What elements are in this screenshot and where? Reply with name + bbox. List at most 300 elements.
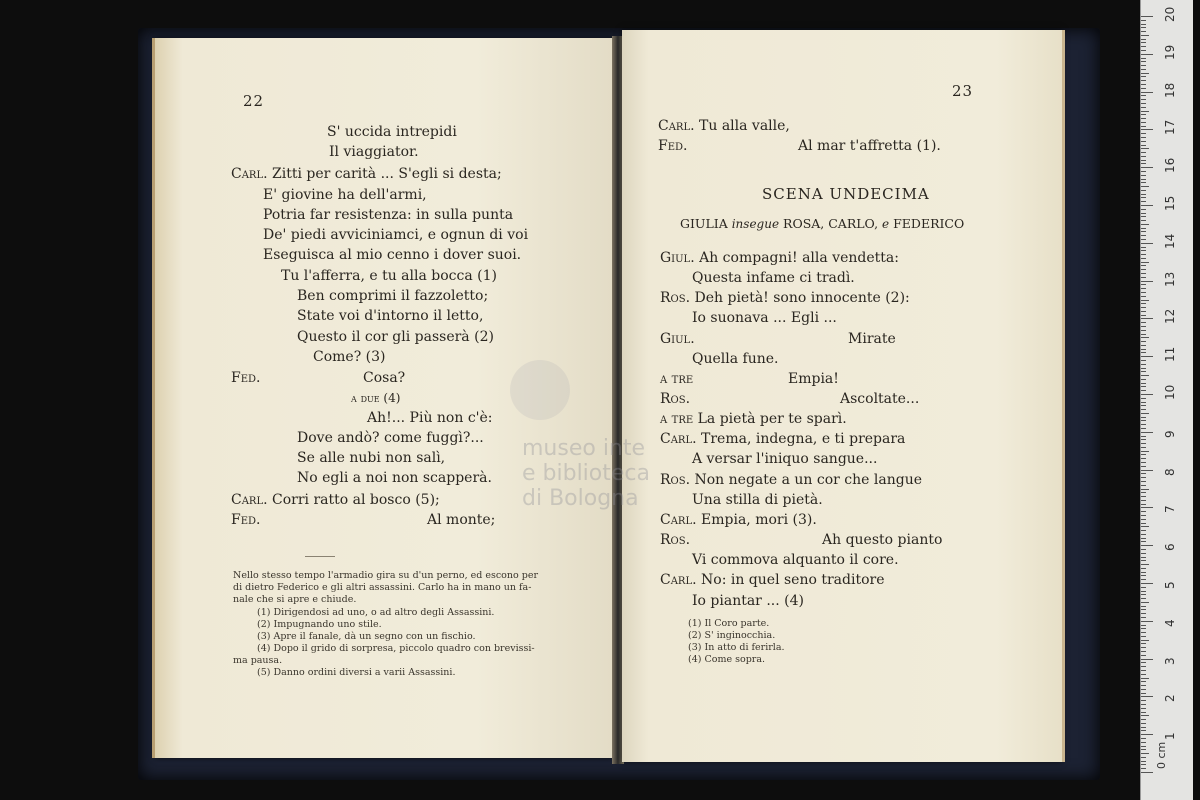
- ruler-tick: [1141, 31, 1146, 32]
- ruler-tick: [1141, 186, 1149, 187]
- footnote: (3) Apre il fanale, dà un segno con un fischio.: [257, 631, 476, 642]
- ruler-tick: [1141, 107, 1146, 108]
- ruler-label: 19: [1163, 44, 1177, 60]
- ruler-tick: [1141, 659, 1153, 660]
- ruler-tick: [1141, 122, 1146, 123]
- ruler-tick: [1141, 670, 1146, 671]
- ruler-tick: [1141, 92, 1153, 93]
- ruler-tick: [1141, 564, 1149, 565]
- ruler-tick: [1141, 364, 1146, 365]
- verse-line: Carl. Zitti per carità ... S'egli si desta;: [231, 166, 502, 182]
- ruler-tick: [1141, 647, 1146, 648]
- ruler-tick: [1141, 27, 1146, 28]
- ruler-tick: [1141, 360, 1146, 361]
- ruler-tick: [1141, 133, 1146, 134]
- ruler-tick: [1141, 591, 1146, 592]
- ruler-tick: [1141, 337, 1149, 338]
- ruler-tick: [1141, 167, 1153, 168]
- ruler-tick: [1141, 390, 1146, 391]
- verse-line: Dove andò? come fuggì?...: [297, 430, 484, 446]
- stage-direction: di dietro Federico e gli altri assassini. Carlo ha in mano un fa-: [233, 582, 532, 593]
- ruler-tick: [1141, 621, 1153, 622]
- ruler-tick: [1141, 156, 1146, 157]
- ruler-tick: [1141, 137, 1146, 138]
- verse-line: Ah!... Più non c'è:: [367, 410, 493, 426]
- ruler-tick: [1141, 700, 1146, 701]
- page-number: 23: [952, 82, 974, 100]
- ruler-tick: [1141, 334, 1146, 335]
- ruler-tick: [1141, 50, 1146, 51]
- ruler-tick: [1141, 447, 1146, 448]
- verse-line: Ah questo pianto: [822, 532, 943, 548]
- footnote: (3) In atto di ferirla.: [688, 642, 785, 653]
- verse-line: Mirate: [848, 331, 896, 347]
- ruler-label: 16: [1163, 157, 1177, 174]
- scene-title: SCENA UNDECIMA: [762, 185, 930, 203]
- speaker-label: Fed.: [658, 138, 688, 154]
- verse-line: A versar l'iniquo sangue...: [692, 451, 878, 467]
- ruler-tick: [1141, 345, 1146, 346]
- ruler-tick: [1141, 243, 1153, 244]
- right-page: [622, 30, 1062, 762]
- ruler-tick: [1141, 704, 1146, 705]
- ruler-tick: [1141, 35, 1149, 36]
- verse-line: Carl. Empia, mori (3).: [660, 512, 817, 528]
- ruler-tick: [1141, 606, 1146, 607]
- ruler-tick: [1141, 749, 1146, 750]
- ruler-tick: [1141, 632, 1146, 633]
- ruler-tick: [1141, 39, 1146, 40]
- verse-line: Al monte;: [427, 512, 496, 528]
- speaker-label: Carl.: [660, 512, 697, 528]
- ruler-label: 9: [1163, 430, 1177, 438]
- ruler-tick: [1141, 61, 1146, 62]
- verse-line: Se alle nubi non salì,: [297, 450, 446, 466]
- ruler-tick: [1141, 330, 1146, 331]
- ruler-tick: [1141, 69, 1146, 70]
- ruler-tick: [1141, 20, 1146, 21]
- ruler-tick: [1141, 326, 1146, 327]
- ruler-tick: [1141, 609, 1146, 610]
- ruler-tick: [1141, 738, 1146, 739]
- ruler-label: 5: [1163, 581, 1177, 589]
- ruler-tick: [1141, 515, 1146, 516]
- speaker-label: Carl.: [660, 572, 697, 588]
- verse-line: Ben comprimi il fazzoletto;: [297, 288, 489, 304]
- ruler-tick: [1141, 761, 1146, 762]
- speaker-label: a tre: [660, 411, 694, 427]
- ruler-tick: [1141, 420, 1146, 421]
- ruler-tick: [1141, 678, 1149, 679]
- footnote: (5) Danno ordini diversi a varii Assassini.: [257, 667, 456, 678]
- ruler-tick: [1141, 643, 1146, 644]
- ruler-tick: [1141, 681, 1146, 682]
- ruler-tick: [1141, 583, 1153, 584]
- ruler-tick: [1141, 99, 1146, 100]
- verse-line: Empia!: [788, 371, 839, 387]
- ruler-label: 14: [1163, 233, 1177, 249]
- verse-line: Potria far resistenza: in sulla punta: [263, 207, 514, 223]
- verse-line: a due (4): [351, 391, 401, 405]
- footnote: (4) Come sopra.: [688, 654, 766, 665]
- ruler-tick: [1141, 145, 1146, 146]
- ruler-tick: [1141, 352, 1146, 353]
- ruler-tick: [1141, 553, 1146, 554]
- ruler-tick: [1141, 322, 1146, 323]
- ruler-tick: [1141, 76, 1146, 77]
- ruler-tick: [1141, 439, 1146, 440]
- ruler-tick: [1141, 111, 1149, 112]
- verse-line: S' uccida intrepidi: [327, 124, 457, 140]
- ruler-tick: [1141, 129, 1153, 130]
- ruler-tick: [1141, 662, 1146, 663]
- ruler-tick: [1141, 409, 1146, 410]
- ruler-label: 2: [1163, 694, 1177, 703]
- ruler-label: 11: [1163, 346, 1177, 363]
- ruler-tick: [1141, 734, 1153, 735]
- ruler-tick: [1141, 481, 1146, 482]
- ruler-tick: [1141, 625, 1146, 626]
- ruler-tick: [1141, 292, 1146, 293]
- ruler-label: 20: [1163, 6, 1177, 22]
- ruler-tick: [1141, 277, 1146, 278]
- ruler-tick: [1141, 262, 1149, 263]
- verse-line: Eseguisca al mio cenno i dover suoi.: [263, 247, 522, 263]
- ruler-tick: [1141, 730, 1146, 731]
- ruler-tick: [1141, 489, 1149, 490]
- ruler-label: 8: [1163, 467, 1177, 476]
- speaker-label: Fed.: [231, 512, 261, 528]
- ruler-tick: [1141, 511, 1146, 512]
- verse-line: State voi d'intorno il letto,: [297, 308, 484, 324]
- speaker-label: Giul.: [660, 250, 695, 266]
- ruler-tick: [1141, 666, 1146, 667]
- ruler-tick: [1141, 405, 1146, 406]
- ruler-tick: [1141, 300, 1149, 301]
- ruler-tick: [1141, 148, 1149, 149]
- ruler-tick: [1141, 560, 1146, 561]
- ruler-tick: [1141, 579, 1146, 580]
- verse-line: Io suonava ... Egli ...: [692, 310, 837, 326]
- ruler-tick: [1141, 126, 1146, 127]
- footnote: (4) Dopo il grido di sorpresa, piccolo quadro con brevissi-: [257, 643, 535, 654]
- ruler-tick: [1141, 477, 1146, 478]
- ruler-tick: [1141, 492, 1146, 493]
- ruler-tick: [1141, 307, 1146, 308]
- ruler-tick: [1141, 772, 1153, 773]
- ruler-tick: [1141, 383, 1146, 384]
- ruler-tick: [1141, 768, 1146, 769]
- ruler-tick: [1141, 371, 1146, 372]
- verse-line: Ascoltate...: [840, 391, 920, 407]
- speaker-label: Ros.: [660, 472, 691, 488]
- ruler-tick: [1141, 24, 1146, 25]
- ruler-tick: [1141, 209, 1146, 210]
- verse-line: Come? (3): [313, 349, 386, 365]
- verse-line: Carl. Trema, indegna, e ti prepara: [660, 431, 906, 447]
- ruler-tick: [1141, 696, 1153, 697]
- ruler-tick: [1141, 541, 1146, 542]
- ruler-tick: [1141, 470, 1153, 471]
- ruler-tick: [1141, 179, 1146, 180]
- ruler-tick: [1141, 526, 1149, 527]
- ruler-tick: [1141, 500, 1146, 501]
- ruler-tick: [1141, 530, 1146, 531]
- ruler-label: 17: [1163, 120, 1177, 136]
- ruler-tick: [1141, 496, 1146, 497]
- verse-line: Cosa?: [363, 370, 406, 386]
- ruler-tick: [1141, 213, 1146, 214]
- ruler-tick: [1141, 727, 1146, 728]
- ruler-label: 15: [1163, 195, 1177, 211]
- watermark: museo inte e biblioteca di Bologna: [522, 436, 650, 511]
- ruler-label: 10: [1163, 384, 1177, 400]
- footnote: (1) Dirigendosi ad uno, o ad altro degli Assassini.: [257, 607, 495, 618]
- ruler-tick: [1141, 640, 1149, 641]
- watermark-logo: [510, 360, 570, 420]
- ruler-label: 4: [1163, 619, 1177, 627]
- scene-cast: GIULIA insegue ROSA, CARLO, e FEDERICO: [680, 216, 965, 231]
- ruler-tick: [1141, 712, 1146, 713]
- stage-direction: Nello stesso tempo l'armadio gira su d'un perno, ed escono per: [233, 570, 539, 581]
- ruler-tick: [1141, 311, 1146, 312]
- ruler-tick: [1141, 103, 1146, 104]
- ruler-tick: [1141, 507, 1153, 508]
- speaker-label: Ros.: [660, 391, 691, 407]
- ruler-tick: [1141, 394, 1153, 395]
- ruler-tick: [1141, 375, 1149, 376]
- ruler-tick: [1141, 557, 1146, 558]
- speaker-label: Carl.: [231, 492, 268, 508]
- ruler-tick: [1141, 201, 1146, 202]
- verse-line: Ros. Deh pietà! sono innocente (2):: [660, 290, 910, 306]
- ruler-tick: [1141, 386, 1146, 387]
- ruler-tick: [1141, 235, 1146, 236]
- ruler-tick: [1141, 523, 1146, 524]
- ruler-tick: [1141, 617, 1146, 618]
- ruler-tick: [1141, 723, 1146, 724]
- ruler-tick: [1141, 417, 1146, 418]
- speaker-label: Carl.: [660, 431, 697, 447]
- ruler-tick: [1141, 538, 1146, 539]
- ruler-tick: [1141, 114, 1146, 115]
- ruler-tick: [1141, 689, 1146, 690]
- ruler-tick: [1141, 281, 1153, 282]
- ruler-tick: [1141, 254, 1146, 255]
- ruler-tick: [1141, 54, 1153, 55]
- speaker-label: Carl.: [231, 166, 268, 182]
- ruler-tick: [1141, 534, 1146, 535]
- ruler-tick: [1141, 568, 1146, 569]
- ruler-tick: [1141, 356, 1153, 357]
- ruler-tick: [1141, 160, 1146, 161]
- ruler-label: 6: [1163, 543, 1177, 552]
- ruler-tick: [1141, 651, 1146, 652]
- ruler-label: 13: [1163, 271, 1177, 287]
- ruler-tick: [1141, 504, 1146, 505]
- ruler-tick: [1141, 708, 1146, 709]
- ruler-tick: [1141, 398, 1146, 399]
- ruler-tick: [1141, 84, 1146, 85]
- verse-line: [660, 389, 690, 409]
- ruler-tick: [1141, 175, 1146, 176]
- ruler-unit: 0 cm: [1155, 741, 1168, 769]
- ruler-label: 3: [1163, 656, 1177, 665]
- ruler-tick: [1141, 413, 1149, 414]
- ruler-tick: [1141, 141, 1146, 142]
- ruler-label: 7: [1163, 505, 1177, 514]
- ruler-tick: [1141, 228, 1146, 229]
- ruler-tick: [1141, 402, 1146, 403]
- ruler-tick: [1141, 194, 1146, 195]
- ruler-tick: [1141, 545, 1153, 546]
- ruler-tick: [1141, 575, 1146, 576]
- ruler-tick: [1141, 451, 1149, 452]
- ruler-tick: [1141, 764, 1146, 765]
- ruler-tick: [1141, 318, 1153, 319]
- verse-line: Quella fune.: [692, 351, 779, 367]
- ruler-tick: [1141, 636, 1146, 637]
- verse-line: Carl. Tu alla valle,: [658, 118, 790, 134]
- ruler-tick: [1141, 224, 1149, 225]
- verse-line: [231, 368, 260, 388]
- ruler-tick: [1141, 118, 1146, 119]
- ruler-tick: [1141, 220, 1146, 221]
- ruler-tick: [1141, 428, 1146, 429]
- verse-line: Carl. No: in quel seno traditore: [660, 572, 885, 588]
- ruler-tick: [1141, 693, 1146, 694]
- ruler-tick: [1141, 715, 1149, 716]
- ruler-label: 12: [1163, 309, 1177, 325]
- ruler-tick: [1141, 757, 1146, 758]
- ruler-tick: [1141, 598, 1146, 599]
- measurement-ruler: [1140, 0, 1193, 800]
- ruler-tick: [1141, 674, 1146, 675]
- verse-line: Questo il cor gli passerà (2): [297, 329, 494, 345]
- ruler-tick: [1141, 602, 1149, 603]
- ruler-tick: [1141, 163, 1146, 164]
- verse-line: Tu l'afferra, e tu alla bocca (1): [281, 268, 497, 284]
- ruler-tick: [1141, 341, 1146, 342]
- ruler-tick: [1141, 296, 1146, 297]
- ruler-tick: [1141, 454, 1146, 455]
- ruler-tick: [1141, 88, 1146, 89]
- ruler-label: 18: [1163, 82, 1177, 98]
- verse-line: No egli a noi non scapperà.: [297, 470, 492, 486]
- speaker-label: Ros.: [660, 532, 691, 548]
- verse-line: a tre La pietà per te sparì.: [660, 411, 847, 427]
- speaker-label: Fed.: [231, 370, 261, 386]
- speaker-label: a tre: [660, 371, 694, 387]
- speaker-label: Carl.: [658, 118, 695, 134]
- verse-line: Vi commova alquanto il core.: [692, 552, 899, 568]
- ruler-tick: [1141, 303, 1146, 304]
- ruler-tick: [1141, 58, 1146, 59]
- ruler-tick: [1141, 284, 1146, 285]
- ruler-tick: [1141, 443, 1146, 444]
- speaker-label: Giul.: [660, 331, 695, 347]
- ruler-tick: [1141, 719, 1146, 720]
- verse-line: De' piedi avviciniamci, e ognun di voi: [263, 227, 529, 243]
- verse-line: [660, 369, 693, 389]
- verse-line: [658, 136, 687, 156]
- verse-line: [660, 530, 690, 550]
- ruler-tick: [1141, 685, 1146, 686]
- ruler-tick: [1141, 197, 1146, 198]
- ruler-tick: [1141, 458, 1146, 459]
- ruler-tick: [1141, 152, 1146, 153]
- ruler-tick: [1141, 655, 1146, 656]
- ruler-tick: [1141, 368, 1146, 369]
- verse-line: Il viaggiator.: [329, 144, 419, 160]
- verse-line: Ros. Non negate a un cor che langue: [660, 472, 923, 488]
- footnote: ma pausa.: [233, 655, 283, 666]
- ruler-tick: [1141, 379, 1146, 380]
- ruler-tick: [1141, 742, 1146, 743]
- ruler-tick: [1141, 16, 1153, 17]
- verse-line: Io piantar ... (4): [692, 593, 804, 609]
- ruler-tick: [1141, 205, 1153, 206]
- verse-line: E' giovine ha dell'armi,: [263, 187, 427, 203]
- ruler-tick: [1141, 73, 1149, 74]
- verse-line: Carl. Corri ratto al bosco (5);: [231, 492, 440, 508]
- ruler-tick: [1141, 613, 1146, 614]
- ruler-tick: [1141, 273, 1146, 274]
- ruler-tick: [1141, 753, 1149, 754]
- ruler-tick: [1141, 247, 1146, 248]
- ruler-tick: [1141, 549, 1146, 550]
- ruler-tick: [1141, 216, 1146, 217]
- ruler-tick: [1141, 42, 1146, 43]
- ruler-tick: [1141, 182, 1146, 183]
- ruler-tick: [1141, 424, 1146, 425]
- verse-line: [231, 510, 260, 530]
- ruler-label: 1: [1163, 732, 1177, 741]
- footnote: (2) Impugnando uno stile.: [257, 619, 382, 630]
- ruler-tick: [1141, 436, 1146, 437]
- ruler-tick: [1141, 473, 1146, 474]
- verse-line: [660, 329, 695, 349]
- ruler-tick: [1141, 349, 1146, 350]
- ruler-tick: [1141, 485, 1146, 486]
- ruler-tick: [1141, 239, 1146, 240]
- divider: [305, 556, 335, 557]
- ruler-tick: [1141, 466, 1146, 467]
- ruler-tick: [1141, 572, 1146, 573]
- ruler-tick: [1141, 315, 1146, 316]
- ruler-tick: [1141, 231, 1146, 232]
- ruler-tick: [1141, 80, 1146, 81]
- ruler-tick: [1141, 432, 1153, 433]
- ruler-tick: [1141, 594, 1146, 595]
- page-number: 22: [243, 92, 265, 110]
- ruler-tick: [1141, 190, 1146, 191]
- footnote: (2) S' inginocchia.: [688, 630, 776, 641]
- verse-line: Una stilla di pietà.: [692, 492, 823, 508]
- verse-line: Giul. Ah compagni! alla vendetta:: [660, 250, 899, 266]
- ruler-tick: [1141, 587, 1146, 588]
- speaker-label: Ros.: [660, 290, 691, 306]
- ruler-tick: [1141, 746, 1146, 747]
- ruler-tick: [1141, 519, 1146, 520]
- ruler-tick: [1141, 95, 1146, 96]
- verse-line: Al mar t'affretta (1).: [798, 138, 941, 154]
- footnote: (1) Il Coro parte.: [688, 618, 770, 629]
- ruler-tick: [1141, 258, 1146, 259]
- ruler-tick: [1141, 628, 1146, 629]
- ruler-tick: [1141, 46, 1146, 47]
- ruler-tick: [1141, 265, 1146, 266]
